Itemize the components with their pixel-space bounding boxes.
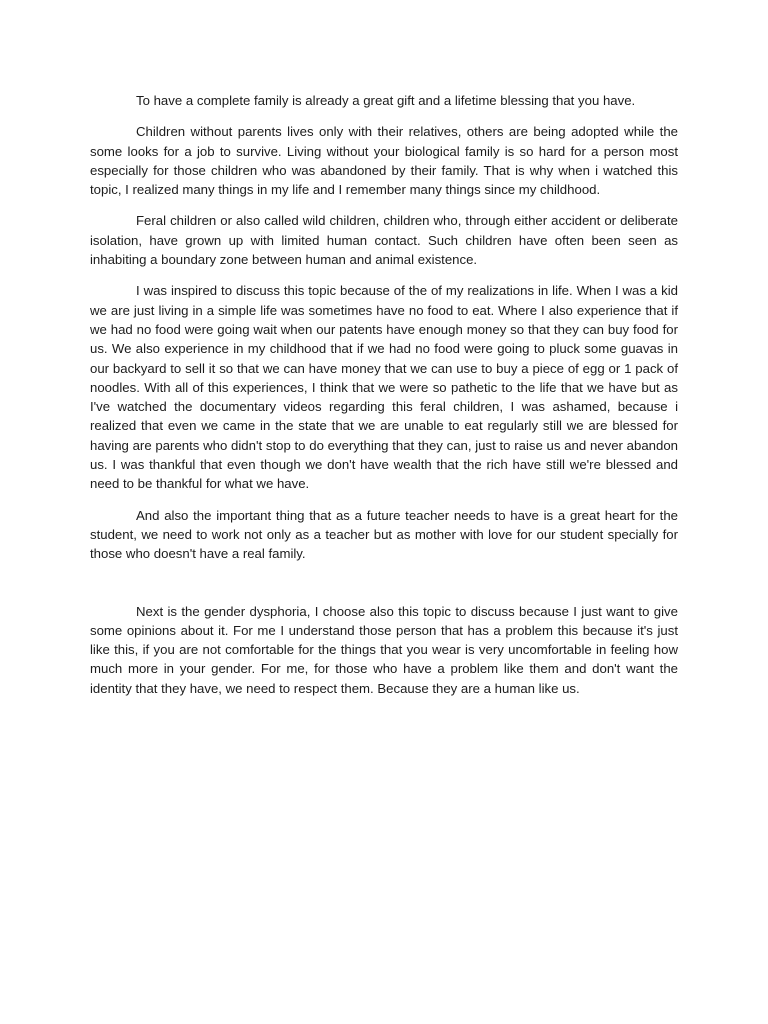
document-body [90, 91, 678, 710]
paragraph-future-teacher: And also the important thing that as a future teacher needs to have is a great heart for the student, we need to work not only as a teacher but as mother with love for our student specially for those who doesn't have a real family. [90, 507, 678, 562]
paragraph-children-without-parents: Children without parents lives only with their relatives, others are being adopted while the some looks for a job to survive. Living without your biological family is so hard for a person most especially for those children who was abandoned by their family. That is why when i watched this topic, I realized many things in my life and I remember many things since my childhood. [90, 124, 678, 198]
paragraph-gender-dysphoria: Next is the gender dysphoria, I choose also this topic to discuss because I just want to give some opinions about it. For me I understand those person that has a problem this because it's just like this, if you are not comfortable for the things that you wear is very uncomfortable in feeling how much more in your gender. For me, for those who have a problem like them and don't want the identity that they have, we need to respect them. Because they are a human like us. [90, 603, 678, 696]
paragraph-feral-children: Feral children or also called wild children, children who, through either accident or deliberate isolation, have grown up with limited human contact. Such children have often been seen as inhabiting a boundary zone between human and animal existence. [90, 213, 678, 268]
paragraph-intro: To have a complete family is already a great gift and a lifetime blessing that you have. [136, 93, 636, 108]
paragraph-inspiration: I was inspired to discuss this topic because of the of my realizations in life. When I was a kid we are just living in a simple life was sometimes have no food to eat. Where I also experience that if we had no food were going wait when our patents have enough money so that they can buy food for us. We also experience in my childhood that if we had no food were going to pluck some guavas in our backyard to sell it so that we can have money that we can use to buy a piece of egg or 1 pack of noodles. With all of this experiences, I think that we were so pathetic to the life that we have but as I've watched the documentary videos regarding this feral children, I was ashamed, because i realized that even we came in the state that we are unable to eat regularly still we are blessed for having are parents who didn't stop to do everything that they can, just to raise us and never abandon us. I was thankful that even though we don't have wealth that the rich have still we're blessed and need to be thankful for what we have. [90, 283, 678, 492]
